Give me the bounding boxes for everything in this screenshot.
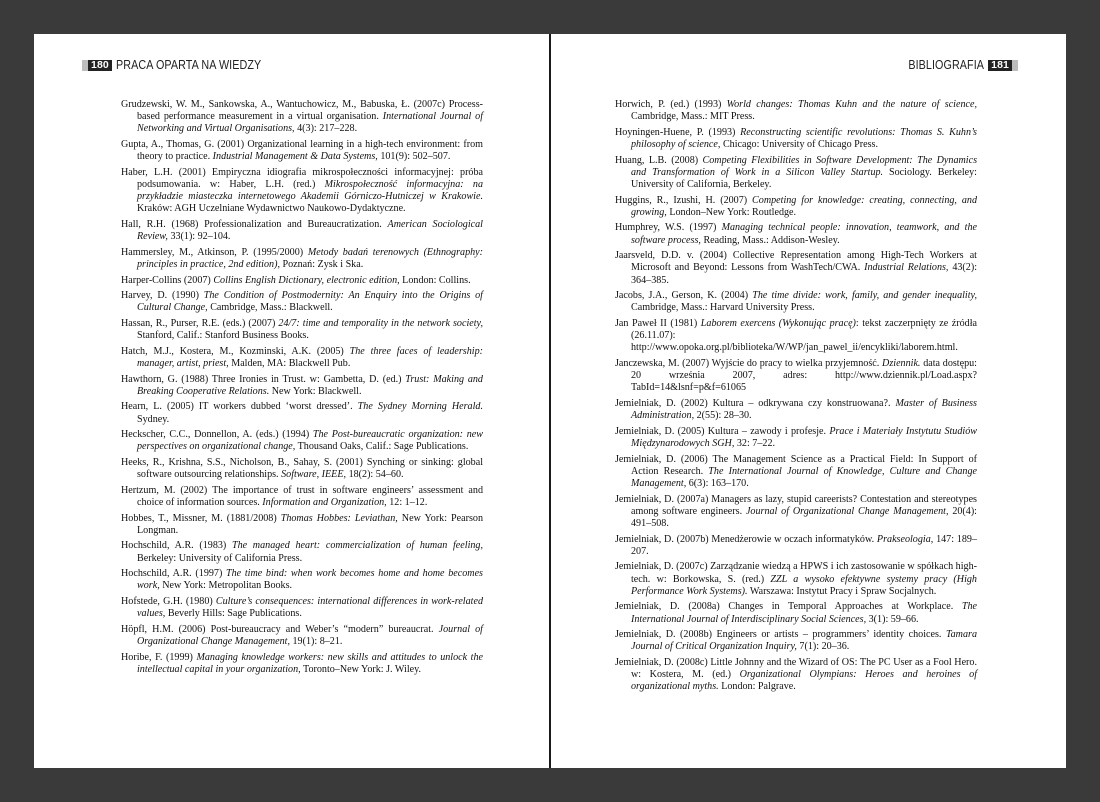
bibliography-entry: [121, 513, 483, 537]
entry-title-italic: The time bind: when work becomes home and home becomes work,: [137, 568, 483, 592]
bibliography-entry: [615, 250, 977, 287]
entry-text: Cambridge, Mass.: Blackwell.: [207, 302, 333, 314]
entry-text: Poznań: Zysk i Ska.: [279, 259, 364, 270]
running-title: BIBLIOGRAFIA: [908, 58, 985, 72]
entry-title-italic: Dziennik.: [882, 357, 921, 369]
entry-title-italic: Laborem exercens (Wykonując pracę): [700, 317, 856, 329]
entry-text: Toronto–New York: J. Wiley.: [300, 663, 422, 675]
bibliography-list: [615, 99, 977, 697]
entry-text: Jaarsveld, D.D. v. (2004) Collective Representation among High-Tech Workers at Microsoft and Beyond: Lessons from WashTech/CWA.: [615, 250, 977, 274]
bibliography-entry: [615, 494, 977, 531]
entry-title-italic: The International Journal of Interdisciplinary Social Sciences,: [631, 601, 977, 625]
bibliography-entry: [615, 318, 977, 355]
entry-title-italic: Trust: Making and Breaking Cooperative Relations.: [137, 373, 483, 397]
entry-title-italic: The three faces of leadership: manager, artist, priest,: [137, 345, 483, 369]
entry-title-italic: The International Journal of Knowledge, Culture and Change Management,: [631, 465, 977, 489]
entry-text: Jacobs, J.A., Gerson, K. (2004): [615, 290, 753, 302]
entry-text: Cambridge, Mass.: MIT Press.: [631, 111, 755, 123]
entry-title-italic: Competing for knowledge: creating, connecting, and growing,: [631, 194, 977, 218]
entry-text: London: Palgrave.: [718, 681, 796, 693]
entry-text: Hofstede, G.H. (1980): [121, 595, 216, 607]
entry-text: Jemielniak, D. (2008b) Engineers or artists – programmers’ identity choices.: [615, 629, 946, 641]
right-page: [551, 34, 1066, 768]
bibliography-entry: [615, 127, 977, 151]
entry-title-italic: The Condition of Postmodernity: An Enquiry into the Origins of Cultural Change,: [137, 290, 483, 314]
entry-text: Sydney.: [137, 413, 170, 425]
entry-text: London–New York: Routledge.: [666, 206, 797, 218]
entry-title-italic: ZZL a wysoko efektywne systemy pracy (High Performance Work Systems).: [631, 573, 977, 597]
entry-text: London: Collins.: [399, 274, 471, 286]
entry-text: 12: 1–12.: [386, 496, 428, 508]
bibliography-entry: [121, 624, 483, 648]
entry-text: Hall, R.H. (1968) Professionalization and Bureaucratization.: [121, 219, 388, 230]
bibliography-entry: [121, 99, 483, 136]
entry-title-italic: Collins English Dictionary, electronic edition,: [213, 274, 400, 286]
entry-text: Heckscher, C.C., Donnellon, A. (eds.) (1994): [121, 429, 313, 441]
entry-text: Jemielniak, D. (2007a) Managers as lazy, stupid careerists? Contestation and stereotypes among software engineers.: [615, 493, 977, 517]
entry-text: New York: Pearson Longman.: [137, 512, 483, 536]
entry-title-italic: The Post-bureaucratic organization: new perspectives on organizational change,: [137, 429, 483, 453]
entry-text: 33(1): 92–104.: [167, 231, 231, 243]
entry-text: 20(4): 491–508.: [631, 505, 977, 529]
entry-text: Hochschild, A.R. (1983): [121, 540, 232, 552]
entry-text: Jan Paweł II (1981): [615, 317, 701, 329]
entry-title-italic: American Sociological Review,: [137, 219, 483, 243]
entry-title-italic: Prakseologia,: [876, 533, 934, 545]
bibliography-entry: [615, 561, 977, 598]
entry-text: 101(9): 502–507.: [377, 151, 451, 163]
entry-text: Huggins, R., Izushi, H. (2007): [615, 194, 753, 206]
entry-text: Hertzum, M. (2002) The importance of trust in software engineers’ assessment and choice of information sources.: [121, 484, 483, 508]
entry-text: Hawthorn, G. (1988) Three Ironies in Trust. w: Gambetta, D. (ed.): [121, 373, 406, 385]
entry-title-italic: International Journal of Networking and Virtual Organisations,: [137, 111, 483, 135]
entry-title-italic: Journal of Organizational Change Management,: [745, 505, 949, 517]
entry-text: Kraków: AGH Uczelniane Wydawnictwo Naukowo-Dydaktyczne.: [137, 203, 406, 215]
bibliography-entry: [615, 454, 977, 491]
entry-title-italic: Information and Organization,: [262, 496, 387, 508]
running-title: PRACA OPARTA NA WIEDZY: [115, 58, 262, 72]
entry-text: Cambridge, Mass.: Harvard University Press.: [631, 302, 815, 314]
entry-text: Heeks, R., Krishna, S.S., Nicholson, B., Sahay, S. (2001) Synching or sinking: global software outsourcing relationships.: [121, 456, 483, 481]
entry-text: New York: Metropolitan Books.: [159, 580, 293, 592]
entry-title-italic: Competing Flexibilities in Software Development: The Dynamics and Transformation of Work in a Silicon Valley Startup.: [631, 154, 977, 178]
entry-text: Jemielniak, D. (2008a) Changes in Temporal Approaches at Workplace.: [615, 601, 962, 613]
entry-text: Jemielniak, D. (2006) The Management Science as a Practical Field: In Support of Action Research.: [615, 453, 977, 477]
bibliography-entry: [121, 374, 483, 398]
bibliography-entry: [121, 247, 483, 271]
entry-title-italic: Journal of Organizational Change Management,: [137, 623, 483, 647]
entry-title-italic: Reconstructing scientific revolutions: Thomas S. Kuhn’s philosophy of science,: [631, 126, 977, 150]
entry-text: Malden, MA: Blackwell Pub.: [228, 357, 351, 369]
entry-text: Reading, Mass.: Addison-Wesley.: [700, 234, 840, 246]
left-running-header: [82, 58, 285, 72]
bibliography-entry: [615, 657, 977, 694]
bibliography-entry: [121, 429, 483, 453]
entry-text: Harper-Collins (2007): [121, 274, 214, 286]
bibliography-entry: [121, 401, 483, 425]
entry-text: Höpfl, H.M. (2006) Post-bureaucracy and Weber’s “modern” bureaucrat.: [121, 623, 439, 635]
bibliography-entry: [121, 139, 483, 163]
bibliography-entry: [615, 601, 977, 625]
entry-title-italic: Managing technical people: innovation, teamwork, and the software process,: [631, 222, 977, 246]
bibliography-entry: [121, 652, 483, 676]
entry-text: Janczewska, M. (2007) Wyjście do pracy to wielka przyjemność.: [615, 357, 883, 369]
entry-title-italic: The time divide: work, family, and gender inequality,: [752, 290, 977, 302]
entry-text: : tekst zaczerpnięty ze źródła (26.11.07): http://www.opoka.org.pl/biblioteka/W/WP/jan_pawel_ii/encykliki/laborem.html.: [631, 317, 977, 354]
entry-text: 4(3): 217–228.: [294, 123, 358, 135]
entry-text: Gupta, A., Thomas, G. (2001) Organizational learning in a high-tech environment: from theory to practice.: [121, 139, 483, 163]
entry-text: New York: Blackwell.: [269, 385, 362, 397]
entry-text: Huang, L.B. (2008): [615, 154, 703, 166]
header-bar: [1012, 60, 1018, 71]
entry-text: 43(2): 364–385.: [631, 262, 977, 286]
entry-title-italic: The Sydney Morning Herald.: [357, 401, 483, 413]
entry-text: Jemielniak, D. (2008c) Little Johnny and the Wizard of OS: The PC User as a Fool Hero. w: Kostera, M. (ed.): [615, 656, 977, 681]
entry-title-italic: Software, IEEE,: [281, 469, 347, 481]
entry-text: Warszawa: Instytut Pracy i Spraw Socjalnych.: [747, 585, 937, 597]
bibliography-entry: [615, 534, 977, 558]
right-running-header: [896, 58, 1018, 72]
bibliography-entry: [615, 99, 977, 123]
bibliography-entry: [121, 290, 483, 314]
bibliography-entry: [121, 318, 483, 342]
bibliography-entry: [121, 485, 483, 509]
entry-text: Jemielniak, D. (2007b) Menedżerowie w oczach informatyków.: [615, 533, 877, 545]
bibliography-entry: [615, 358, 977, 395]
entry-text: 19(1): 8–21.: [289, 635, 343, 647]
entry-text: Jemielniak, D. (2005) Kultura – zawody i profesje.: [615, 425, 830, 437]
bibliography-entry: [615, 222, 977, 246]
entry-text: Jemielniak, D. (2002) Kultura – odkrywana czy konstruowana?.: [615, 397, 896, 409]
left-page: [34, 34, 549, 768]
entry-text: Horwich, P. (ed.) (1993): [615, 99, 727, 110]
bibliography-entry: [121, 596, 483, 620]
bibliography-entry: [615, 155, 977, 192]
entry-text: 2(55): 28–30.: [694, 410, 752, 422]
entry-text: Thousand Oaks, Calif.: Sage Publications.: [295, 441, 469, 453]
book-spread: [34, 34, 1066, 768]
entry-text: Jemielniak, D. (2007c) Zarządzanie wiedzą a HPWS i ich zastosowanie w spółkach high-tech. w: Borkowska, S. (red.): [615, 561, 977, 585]
entry-text: Harvey, D. (1990): [121, 290, 204, 302]
entry-title-italic: 24/7: time and temporality in the network society,: [278, 317, 483, 329]
entry-text: Horibe, F. (1999): [121, 651, 197, 663]
entry-text: 32: 7–22.: [734, 437, 776, 449]
bibliography-entry: [121, 457, 483, 481]
entry-text: Chicago: University of Chicago Press.: [720, 139, 878, 150]
page-number: 180: [88, 60, 112, 71]
bibliography-entry: [121, 540, 483, 564]
entry-text: Stanford, Calif.: Stanford Business Books.: [137, 330, 309, 342]
bibliography-entry: [615, 629, 977, 653]
entry-text: Hearn, L. (2005) IT workers dubbed ‘worst dressed’.: [121, 401, 358, 413]
bibliography-entry: [615, 195, 977, 219]
entry-text: Hammersley, M., Atkinson, P. (1995/2000): [121, 246, 308, 258]
entry-title-italic: Thomas Hobbes: Leviathan,: [280, 512, 398, 524]
entry-title-italic: Industrial Relations,: [864, 262, 949, 274]
entry-title-italic: Culture’s consequences: international differences in work-related values,: [137, 595, 483, 620]
entry-text: Hochschild, A.R. (1997): [121, 568, 227, 580]
entry-title-italic: Tamara Journal of Critical Organization Inquiry,: [631, 629, 977, 653]
entry-text: Hobbes, T., Missner, M. (1881/2008): [121, 512, 281, 524]
entry-text: Beverly Hills: Sage Publications.: [165, 608, 302, 620]
entry-text: 147: 189–207.: [631, 533, 978, 557]
entry-text: Hoyningen-Huene, P. (1993): [615, 126, 741, 138]
bibliography-entry: [121, 167, 483, 216]
bibliography-entry: [615, 398, 977, 422]
entry-title-italic: Managing knowledge workers: new skills and attitudes to unlock the intellectual capital in your organization,: [137, 651, 483, 675]
entry-title-italic: World changes: Thomas Kuhn and the nature of science,: [726, 99, 977, 110]
entry-text: Hatch, M.J., Kostera, M., Kozminski, A.K. (2005): [121, 345, 350, 357]
bibliography-entry: [121, 219, 483, 243]
page-number: 181: [988, 60, 1012, 71]
entry-title-italic: Master of Business Administration,: [631, 397, 977, 422]
entry-title-italic: Mikrospołeczność informacyjna: na przykładzie miasteczka internetowego Akademii Górniczo-Hutniczej w Krakowie.: [137, 179, 484, 203]
entry-text: Grudzewski, W. M., Sankowska, A., Wantuchowicz, M., Babuska, Ł. (2007c) Process-based performance measurement in a virtual organisation.: [121, 99, 483, 123]
entry-title-italic: Organizational Olympians: Heroes and heroines of organizational myths.: [631, 669, 978, 693]
entry-title-italic: Industrial Management & Data Systems,: [212, 151, 378, 163]
entry-title-italic: Metody badań terenowych (Ethnography: principles in practice, 2nd edition),: [137, 246, 484, 270]
bibliography-entry: [121, 568, 483, 592]
entry-text: 6(3): 163–170.: [686, 477, 749, 489]
bibliography-entry: [121, 275, 483, 287]
entry-text: Humphrey, W.S. (1997): [615, 222, 722, 234]
entry-title-italic: The managed heart: commercialization of human feeling,: [231, 540, 483, 552]
entry-text: data dostępu: 20 września 2007, adres: http://www.dziennik.pl/Load.aspx?TabId=14&lsnf=p&f=61065: [631, 357, 977, 394]
entry-text: Haber, L.H. (2001) Empiryczna idiografia mikrospołeczności informacyjnej: próba podsumowania. w: Haber, L.H. (red.): [121, 166, 483, 190]
bibliography-entry: [121, 346, 483, 370]
entry-text: 18(2): 54–60.: [346, 469, 404, 481]
entry-title-italic: Prace i Materiały Instytutu Studiów Międzynarodowych SGH,: [631, 425, 977, 449]
bibliography-entry: [615, 290, 977, 314]
entry-text: 3(1): 59–66.: [866, 613, 919, 625]
entry-text: Hassan, R., Purser, R.E. (eds.) (2007): [121, 317, 279, 329]
bibliography-entry: [615, 426, 977, 450]
bibliography-list: [121, 99, 483, 679]
entry-text: Sociology. Berkeley: University of California, Berkeley.: [631, 166, 977, 190]
entry-text: Berkeley: University of California Press.: [137, 552, 303, 564]
entry-text: 7(1): 20–36.: [796, 641, 850, 653]
